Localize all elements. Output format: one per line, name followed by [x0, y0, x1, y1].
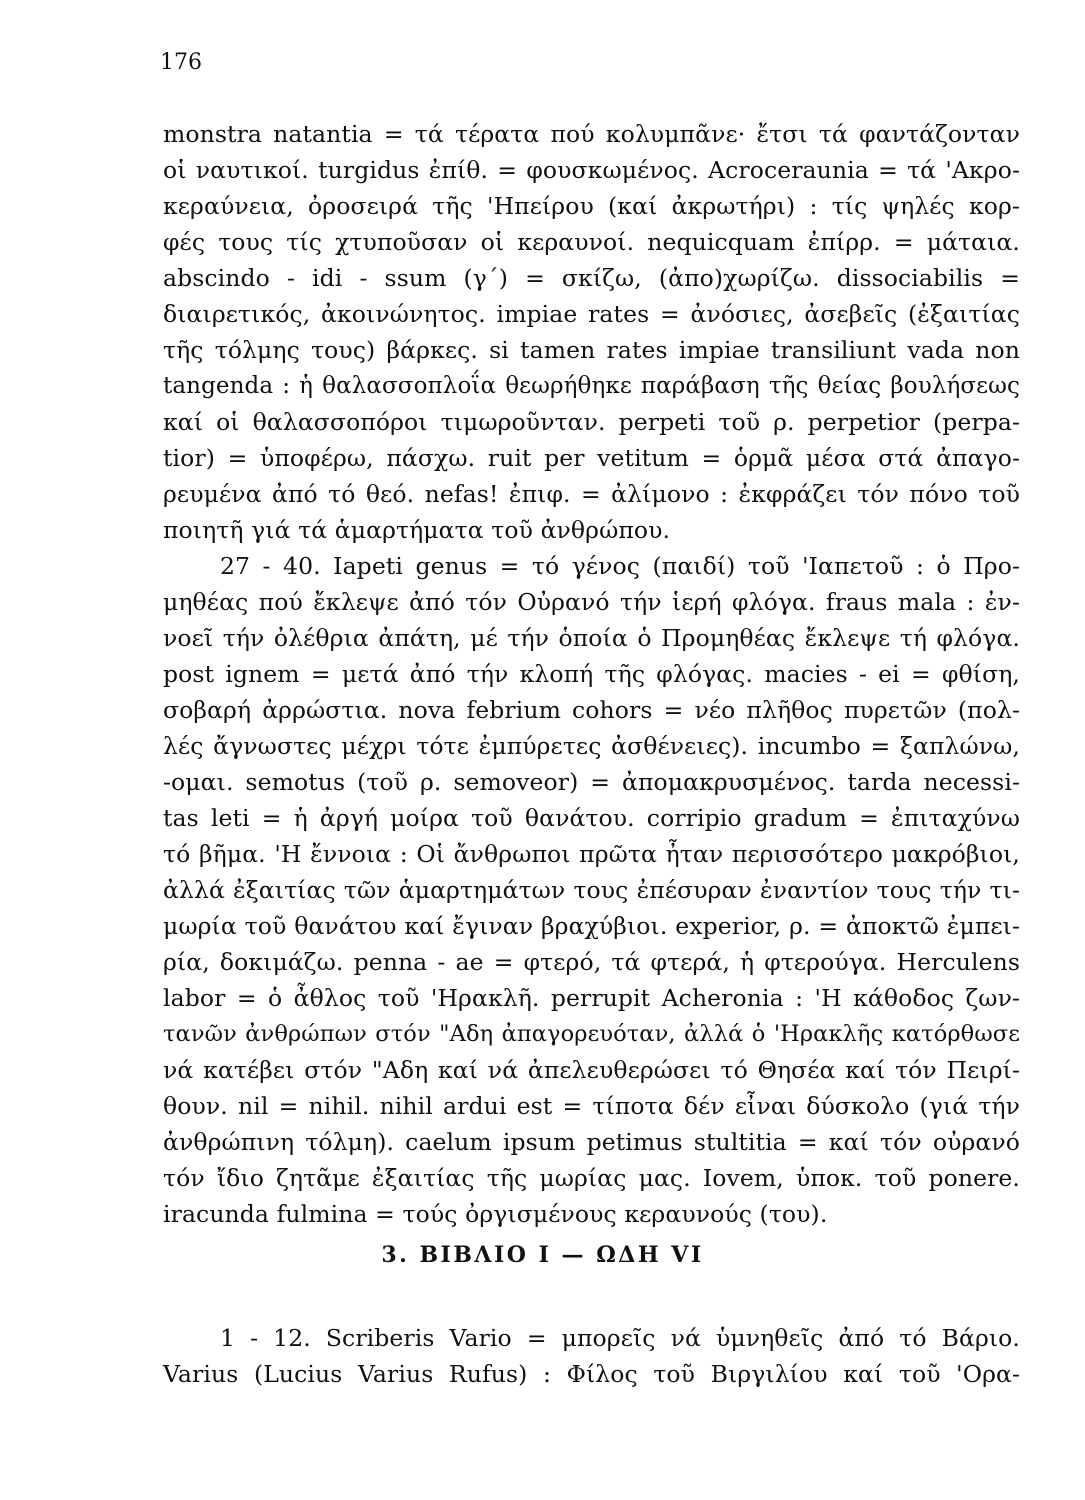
text-line: κεραύνεια, ὀροσειρά τῆς 'Ηπείρου (καί ἀκρωτήρι) : τίς ψηλές κορ-	[163, 192, 1020, 220]
text-line: 27 - 40. Iapeti genus = τό γένος (παιδί) τοῦ 'Ιαπετοῦ : ὁ Προ-	[220, 552, 1020, 580]
text-line: -ομαι. semotus (τοῦ ρ. semoveor) = ἀπομακρυσμένος. tarda necessi-	[163, 768, 1020, 796]
text-line: τῆς τόλμης τους) βάρκες. si tamen rates impiae transiliunt vada non	[163, 336, 1020, 364]
text-line: φές τους τίς χτυποῦσαν οἱ κεραυνοί. nequicquam ἐπίρρ. = μάταια.	[163, 228, 1020, 256]
text-line: iracunda fulmina = τούς ὀργισμένους κεραυνούς (του).	[163, 1200, 828, 1228]
text-line: ἀνθρώπινη τόλμη). caelum ipsum petimus stultitia = καί τόν οὐρανό	[163, 1128, 1020, 1156]
text-line: νά κατέβει στόν "Αδη καί νά ἀπελευθερώσει τό Θησέα καί τόν Πειρί-	[163, 1056, 1020, 1084]
text-line: abscindo - idi - ssum (γ΄) = σκίζω, (ἀπο)χωρίζω. dissociabilis =	[163, 264, 1020, 292]
text-line: καί οἱ θαλασσοπόροι τιμωροῦνταν. perpeti τοῦ ρ. perpetior (perpa-	[163, 408, 1020, 436]
text-line: tior) = ὑποφέρω, πάσχω. ruit per vetitum = ὁρμᾶ μέσα στά ἀπαγο-	[163, 444, 1020, 472]
text-line: λές ἄγνωστες μέχρι τότε ἐμπύρετες ἀσθένειες). incumbo = ξαπλώνω,	[163, 732, 1020, 760]
text-line: σοβαρή ἀρρώστια. nova febrium cohors = νέο πλῆθος πυρετῶν (πολ-	[163, 696, 1020, 724]
text-line: tangenda : ἡ θαλασσοπλοΐα θεωρήθηκε παράβαση τῆς θείας βουλήσεως	[163, 373, 1020, 399]
text-line: monstra natantia = τά τέρατα πού κολυμπᾶνε· ἔτσι τά φαντάζονταν	[163, 120, 1020, 148]
text-line: θουν. nil = nihil. nihil ardui est = τίποτα δέν εἶναι δύσκολο (γιά τήν	[163, 1092, 1020, 1120]
text-line: μηθέας πού ἔκλεψε ἀπό τόν Οὐρανό τήν ἱερή φλόγα. fraus mala : ἐν-	[163, 588, 1020, 616]
text-line: μωρία τοῦ θανάτου καί ἔγιναν βραχύβιοι. experior, ρ. = ἀποκτῶ ἐμπει-	[163, 912, 1020, 940]
text-line: ρευμένα ἀπό τό θεό. nefas! ἐπιφ. = ἀλίμονο : ἐκφράζει τόν πόνο τοῦ	[163, 480, 1020, 508]
section-heading: 3. ΒΙΒΛΙΟ Ι — ΩΔΗ VI	[381, 1242, 704, 1268]
text-line: Varius (Lucius Varius Rufus) : Φίλος τοῦ Βιργιλίου καί τοῦ 'Ορα-	[163, 1360, 1020, 1388]
text-line: ἀλλά ἐξαιτίας τῶν ἁμαρτημάτων τους ἐπέσυραν ἐναντίον τους τήν τι-	[163, 876, 1020, 904]
text-line: τόν ἴδιο ζητᾶμε ἐξαιτίας τῆς μωρίας μας. Iovem, ὑποκ. τοῦ ponere.	[163, 1164, 1020, 1192]
text-line: τό βῆμα. 'Η ἔννοια : Οἱ ἄνθρωποι πρῶτα ἦταν περισσότερο μακρόβιοι,	[163, 840, 1020, 868]
page-number: 176	[160, 50, 202, 75]
text-line: οἱ ναυτικοί. turgidus ἐπίθ. = φουσκωμένος. Acroceraunia = τά 'Ακρο-	[163, 156, 1020, 184]
text-line: tas leti = ἡ ἀργή μοίρα τοῦ θανάτου. corripio gradum = ἐπιταχύνω	[163, 804, 1020, 832]
text-line: 1 - 12. Scriberis Vario = μπορεῖς νά ὑμνηθεῖς ἀπό τό Βάριο.	[220, 1324, 1020, 1352]
text-line: ρία, δοκιμάζω. penna - ae = φτερό, τά φτερά, ἡ φτερούγα. Herculens	[163, 948, 1020, 976]
text-line: νοεῖ τήν ὀλέθρια ἀπάτη, μέ τήν ὁποία ὁ Προμηθέας ἔκλεψε τή φλόγα.	[163, 624, 1020, 652]
text-line: ποιητῆ γιά τά ἁμαρτήματα τοῦ ἀνθρώπου.	[163, 516, 671, 544]
text-line: post ignem = μετά ἀπό τήν κλοπή τῆς φλόγας. macies - ei = φθίση,	[163, 660, 1020, 688]
text-line: τανῶν ἀνθρώπων στόν "Αδη ἀπαγορευόταν, ἀλλά ὁ 'Ηρακλῆς κατόρθωσε	[163, 1021, 1020, 1047]
text-line: labor = ὁ ἆθλος τοῦ 'Ηρακλῆ. perrupit Acheronia : 'Η κάθοδος ζων-	[163, 984, 1020, 1012]
text-line: διαιρετικός, ἀκοινώνητος. impiae rates = ἀνόσιες, ἀσεβεῖς (ἐξαιτίας	[163, 300, 1020, 328]
